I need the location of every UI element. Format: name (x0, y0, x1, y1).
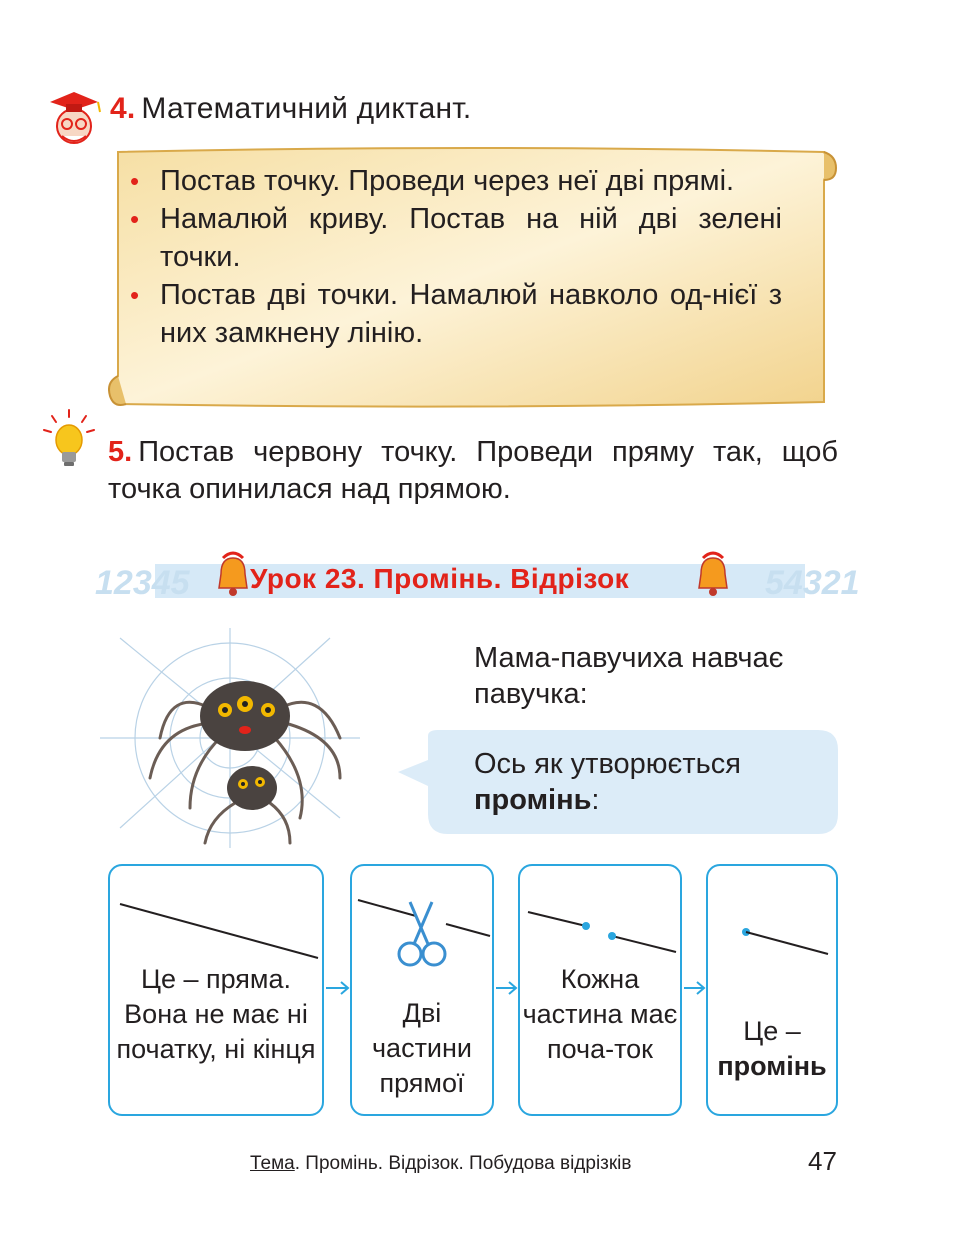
task-4-title: Математичний диктант. (141, 92, 472, 125)
lightbulb-icon (40, 408, 98, 472)
arrow-icon (684, 980, 706, 996)
dictation-item: • Постав точку. Проведи через неї дві прямі. (160, 162, 782, 200)
bubble-text (474, 746, 741, 818)
task-4-heading (110, 92, 471, 126)
task-5 (108, 434, 838, 508)
step-4-text (708, 1014, 836, 1084)
footer-topic-text: . Промінь. Відрізок. Побудова відрізків (294, 1153, 632, 1174)
scissors-icon (399, 902, 445, 965)
arrow-icon (326, 980, 350, 996)
dictation-item: • Постав дві точки. Намалюй навколо од-нієї з них замкнену лінію. (160, 276, 782, 352)
task-4-number: 4. (110, 92, 136, 125)
step-card-cut (350, 864, 494, 1116)
arrow-icon (496, 980, 518, 996)
step-3-text: Кожна частина має поча-ток (522, 964, 678, 1064)
bubble-text-bold: промінь (474, 784, 592, 816)
task-5-number: 5. (108, 436, 133, 468)
footer-topic (250, 1153, 632, 1175)
two-rays-drawing (520, 866, 684, 966)
dictation-list (160, 162, 782, 352)
task-5-text: Постав червону точку. Проведи пряму так, щоб точка опинилася над прямою. (108, 436, 838, 505)
intro-text: Мама-павучиха навчає павучка: (474, 642, 784, 710)
decor-digits-left: 12345 (95, 564, 190, 602)
professor-icon (44, 88, 102, 146)
step-card-ray (706, 864, 838, 1116)
step-4-text-bold: промінь (717, 1051, 827, 1081)
straight-line-drawing (110, 866, 326, 966)
footer-topic-label: Тема (250, 1153, 295, 1174)
step-1-text: Це – пряма. Вона не має ні початку, ні кінця (116, 964, 316, 1064)
step-2-text: Дві частини прямої (371, 998, 473, 1098)
lesson-title: Урок 23. Промінь. Відрізок (250, 563, 630, 594)
page-number: 47 (808, 1146, 837, 1176)
step-card-line (108, 864, 324, 1116)
bubble-text-tail: : (591, 784, 600, 816)
spider-illustration (100, 628, 440, 856)
decor-digits-right: 54321 (765, 564, 860, 602)
ray-drawing (708, 866, 840, 966)
bubble-text-main: Ось як утворюється (474, 748, 741, 780)
dictation-item: • Намалюй криву. Постав на ній дві зелені точки. (160, 200, 782, 276)
step-card-endpoints (518, 864, 682, 1116)
cut-line-drawing (352, 866, 496, 976)
step-4-text-main: Це – (743, 1016, 801, 1046)
